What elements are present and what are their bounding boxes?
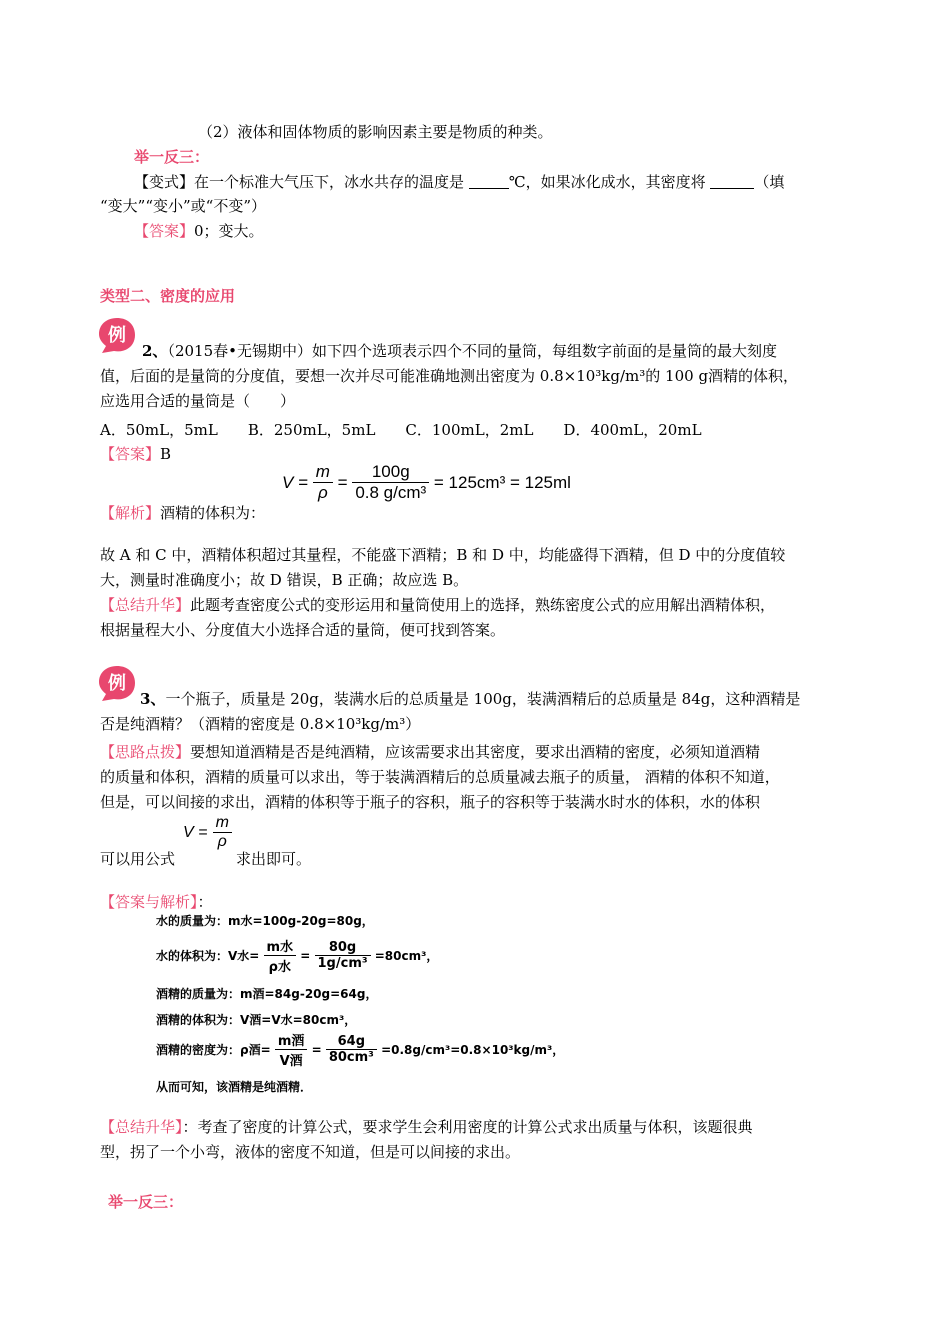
solution-conclusion: 从而可知，该酒精是纯酒精． (156, 1080, 313, 1094)
hint-formula-m: m (213, 814, 232, 833)
s2-den2: 1g/cm³ (317, 956, 368, 971)
solution-step-1: 水的质量为：m水=100g-20g=80g， (156, 914, 374, 928)
hint-formula-fraction (213, 814, 232, 851)
variant-question-line2: “变大”“变小”或“不变”） (100, 197, 267, 215)
variant-text-3: （填 (754, 173, 785, 191)
summary-text: 此题考查密度公式的变形运用和量筒使用上的选择，熟练密度公式的应用解出酒精体积， (190, 596, 776, 614)
hint-line4a: 可以用公式 (100, 850, 176, 868)
example-number: 2、 (142, 342, 168, 360)
example-2-line2: 值，后面的是量筒的分度值，要想一次并尽可能准确地测出密度为 0.8×10³kg/m³的 100 g酒精的体积， (100, 367, 799, 385)
variant-text-2: ℃，如果冰化成水，其密度将 (508, 173, 706, 191)
formula-result: = 125cm³ = 125ml (433, 472, 571, 492)
analysis-tag: 【解析】 (100, 504, 161, 522)
s5-num2: 64g (326, 1034, 377, 1050)
formula-eq: = (337, 472, 348, 492)
answer-text: 0；变大。 (194, 222, 264, 240)
s2-prefix: 水的体积为：V水= (156, 949, 260, 963)
hint-tag: 【思路点拨】 (100, 743, 191, 761)
s5-num: m酒 (275, 1030, 308, 1050)
answer-tag: 【答案】 (100, 445, 161, 463)
s5-den2: 80cm³ (328, 1050, 374, 1065)
s5-fraction (275, 1030, 308, 1069)
variant-question (134, 172, 784, 192)
variant-tag: 【变式】 (134, 173, 195, 191)
section-title: 类型二、密度的应用 (100, 287, 236, 305)
formula-num: 100g (352, 462, 429, 483)
s5-den: V酒 (279, 1054, 303, 1069)
hint-line3: 但是，可以间接的求出，酒精的体积等于瓶子的容积，瓶子的容积等于装满水时水的体积，水的体积 (100, 793, 761, 811)
example-2-options: A．50mL，5mL B．250mL，5mL C．100mL，2mL D．400mL，20mL (100, 421, 702, 439)
s2-num: m水 (264, 936, 297, 956)
s5-fraction-values (326, 1034, 377, 1065)
formula-m: m (313, 462, 333, 483)
s2-den: ρ水 (268, 960, 291, 975)
hint-formula (183, 814, 232, 851)
example-badge-icon (98, 316, 136, 354)
formula-fraction (313, 462, 333, 503)
analysis-text: 酒精的体积为： (160, 504, 266, 522)
example-3-line1 (140, 689, 800, 709)
variant-answer (134, 221, 264, 241)
example-2-answer (100, 444, 171, 464)
s2-eq: = (300, 948, 311, 963)
practice-heading: 举一反三： (134, 148, 210, 166)
explanation-line2: 大，测量时准确度小；故 D 错误，B 正确；故应选 B。 (100, 571, 469, 589)
s2-fraction-values (315, 940, 371, 971)
example-badge-label: 例 (108, 325, 126, 346)
example-3-line2: 否是纯酒精？（酒精的密度是 0.8×10³kg/m³） (100, 715, 421, 733)
summary-line2: 根据量程大小、分度值大小选择合适的量筒，便可找到答案。 (100, 621, 506, 639)
answer-text: B (160, 445, 172, 463)
answer-analysis-label (100, 892, 213, 912)
formula-rho: ρ (317, 483, 328, 502)
analysis-label (100, 503, 265, 523)
answer-analysis-tag: 【答案与解析】 (100, 893, 198, 911)
summary-3-line2: 型，拐了一个小弯，液体的密度不知道，但是可以间接的求出。 (100, 1143, 521, 1161)
summary-text: ：考查了密度的计算公式，要求学生会利用密度的计算公式求出质量与体积，该题很典 (182, 1118, 753, 1136)
practice-heading-2: 举一反三： (108, 1193, 184, 1211)
formula-lhs: V = (282, 472, 308, 492)
s5-eq: = (311, 1042, 322, 1057)
volume-formula (282, 462, 571, 522)
formula-fraction-values (352, 462, 429, 503)
solution-step-5 (156, 1030, 564, 1069)
explanation-line1: 故 A 和 C 中，酒精体积超过其量程，不能盛下酒精；B 和 D 中，均能盛得下酒精，但 D 中的分度值较 (100, 546, 786, 564)
solution-step-4: 酒精的体积为：V酒=V水=80cm³， (156, 1013, 357, 1027)
s5-suffix: =0.8g/cm³=0.8×10³kg/m³， (381, 1043, 565, 1057)
solution-step-3: 酒精的质量为：m酒=84g-20g=64g， (156, 987, 378, 1001)
example-badge-icon (98, 664, 136, 702)
example-text: 一个瓶子，质量是 20g，装满水后的总质量是 100g，装满酒精后的总质量是 84g，这种酒精是 (165, 690, 801, 708)
example-badge-label: 例 (108, 673, 126, 694)
answer-tag: 【答案】 (134, 222, 195, 240)
example-2-line1 (142, 341, 777, 361)
hint-line1 (100, 742, 760, 762)
s2-num2: 80g (315, 940, 371, 956)
example-number: 3、 (140, 690, 166, 708)
s2-suffix: =80cm³， (374, 949, 439, 963)
example-2-line3: 应选用合适的量筒是（ ） (100, 392, 296, 410)
answer-blank (710, 173, 754, 189)
answer-blank (469, 173, 509, 189)
answer-analysis-colon: ： (197, 893, 213, 911)
s5-prefix: 酒精的密度为：ρ酒= (156, 1043, 271, 1057)
example-text: （2015春•无锡期中）如下四个选项表示四个不同的量筒，每组数字前面的是量筒的最大刻度 (167, 342, 777, 360)
summary-line1 (100, 595, 775, 615)
hint-line4b: 求出即可。 (236, 850, 312, 868)
hint-formula-v: V = (183, 823, 208, 841)
summary-tag: 【总结升华】 (100, 1118, 183, 1136)
summary-tag: 【总结升华】 (100, 596, 191, 614)
hint-formula-rho: ρ (217, 833, 227, 850)
s2-fraction (264, 936, 297, 975)
hint-line2: 的质量和体积，酒精的质量可以求出，等于装满酒精后的总质量减去瓶子的质量， 酒精的体积不知道， (100, 768, 780, 786)
formula-den: 0.8 g/cm³ (355, 483, 427, 502)
variant-text-1: 在一个标准大气压下，冰水共存的温度是 (194, 173, 465, 191)
hint-text: 要想知道酒精是否是纯酒精，应该需要求出其密度，要求出酒精的密度，必须知道酒精 (190, 743, 761, 761)
top-note: （2）液体和固体物质的影响因素主要是物质的种类。 (198, 123, 553, 141)
summary-3-line1 (100, 1117, 753, 1137)
solution-step-2 (156, 936, 438, 975)
